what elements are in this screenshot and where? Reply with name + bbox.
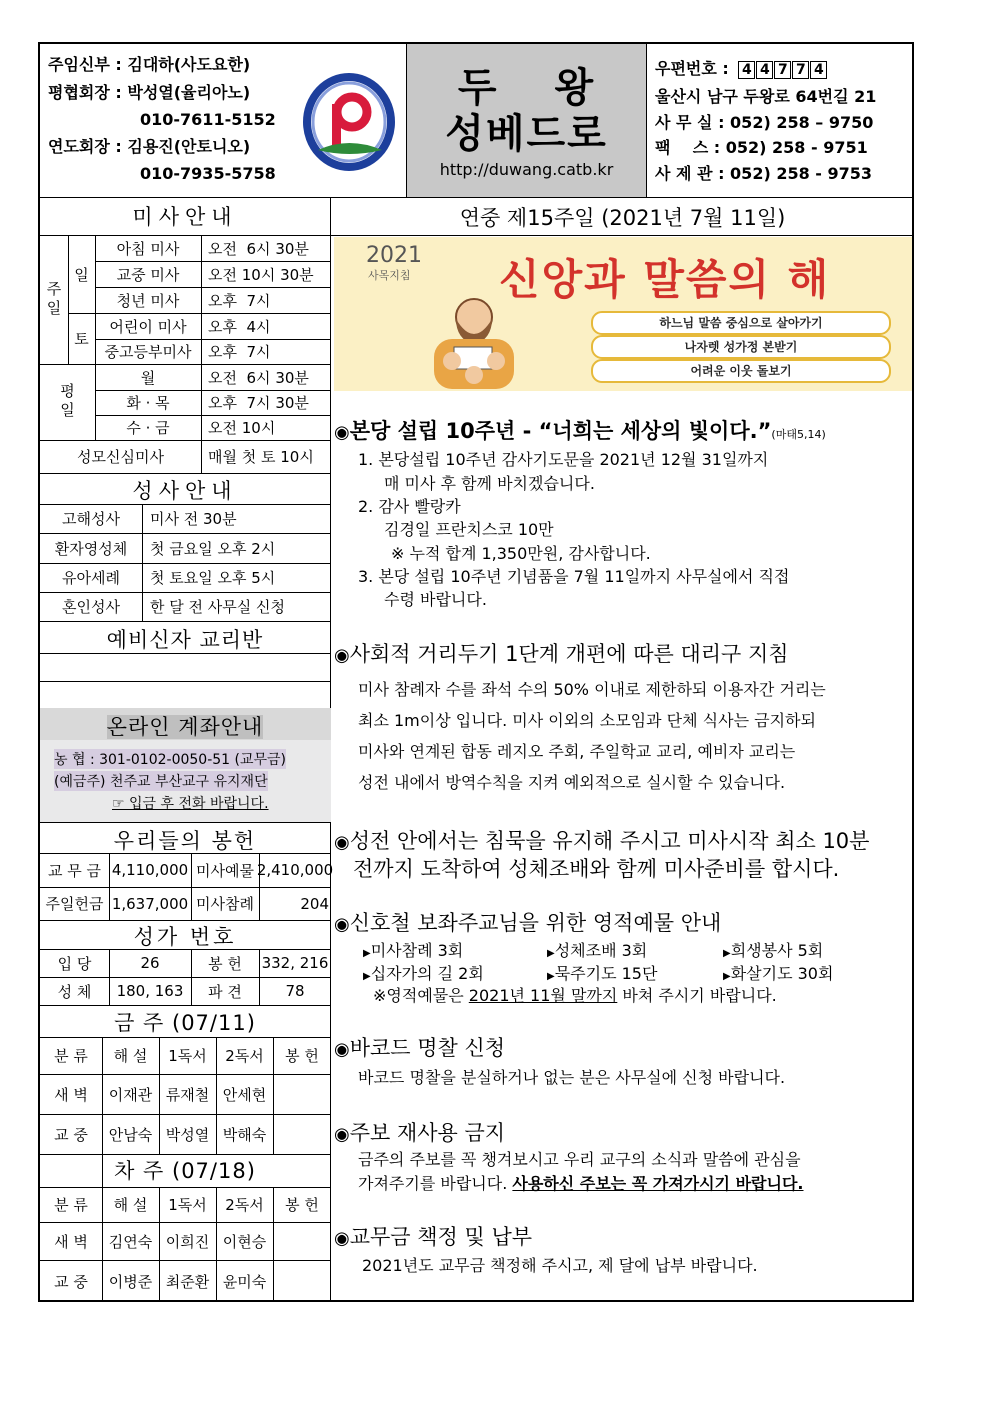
hymn-number: 180, 163 [116, 982, 184, 1000]
bullet-icon: ◉ [334, 832, 350, 853]
sacrament-name: 고해성사 [62, 510, 120, 528]
hymn-number: 332, 216 [261, 954, 329, 972]
mass-time: 오전 6시 30분 [208, 368, 309, 387]
duty-header: 분 류 [54, 1196, 88, 1214]
anniversary-title: 본당 설립 10주년 - “너희는 세상의 빛이다.” [349, 419, 772, 443]
sacrament-name: 환자영성체 [54, 539, 128, 558]
distancing-heading [334, 638, 789, 668]
duty-mass: 교 중 [54, 1125, 88, 1144]
postal-digit: 4 [756, 61, 773, 79]
offering-label: 미사참례 [196, 895, 254, 913]
anniversary-line: 3. 본당 설립 10주년 기념품을 7월 11일까지 사무실에서 직접 [358, 567, 790, 586]
bullet-icon: ◉ [334, 1039, 350, 1060]
parish-logo [298, 66, 400, 176]
account-note: ☞ 입금 후 전화 바랍니다. [112, 796, 269, 812]
duty-person: 이병준 [108, 1272, 153, 1291]
mass-time: 오후 4시 [208, 317, 271, 336]
address: 울산시 남구 두왕로 64번길 21 [655, 87, 877, 106]
yeondo-president: 연도회장 : 김용진(안토니오) [48, 137, 251, 156]
account-number: 농 협 : 301-0102-0050-51 (교무금) [54, 749, 286, 769]
catechumen-title: 예비신자 교리반 [106, 628, 264, 652]
offering-label: 교 무 금 [47, 861, 101, 880]
spiritual-gift-item: ▶미사참례 3회 [363, 941, 464, 960]
banner-pill: 어려운 이웃 돌보기 [591, 359, 891, 383]
bullet-icon: ◉ [334, 1228, 350, 1249]
postal-code [655, 56, 828, 82]
weekday-label: 평일 [58, 383, 76, 421]
bulletin-frame [38, 42, 914, 1302]
distancing-line: 미사 참례자 수를 좌석 수의 50% 이내로 제한하되 이용자간 거리는 [358, 680, 826, 699]
mass-guide-title: 미사안내 [132, 205, 238, 229]
hymn-number: 78 [285, 982, 305, 1000]
duty-person: 안남숙 [108, 1125, 153, 1144]
account-holder: (예금주) 천주교 부산교구 유지재단 [54, 771, 268, 791]
distancing-line: 미사와 연계된 합동 레지오 주회, 주일학교 교리, 예비자 교리는 [358, 742, 796, 761]
yeondo-phone: 010-7935-5758 [140, 164, 276, 183]
duty-mass: 교 중 [54, 1272, 88, 1291]
online-account-title [40, 711, 330, 741]
duty-person: 박성열 [165, 1125, 210, 1144]
hymn-label: 입 당 [57, 954, 92, 973]
sacrament-title: 성사안내 [132, 479, 238, 503]
duty-person: 윤미숙 [222, 1272, 267, 1291]
postal-digits [738, 59, 828, 78]
postal-digit: 7 [792, 61, 809, 79]
parish-url[interactable]: http://duwang.catb.kr [439, 160, 614, 179]
devotion-mass-name: 성모신심미사 [77, 448, 164, 466]
postal-digit: 4 [738, 61, 755, 79]
sacrament-time: 미사 전 30분 [150, 510, 237, 528]
hymn-number: 26 [140, 954, 160, 972]
anniversary-line: 2. 감사 빨랑카 [358, 497, 461, 516]
bullet-icon: ◉ [334, 645, 350, 666]
postal-digit: 7 [774, 61, 791, 79]
anniversary-line: 김경일 프란치스코 10만 [384, 520, 554, 539]
devotion-mass-time: 매월 첫 토 10시 [208, 448, 314, 466]
duty-person: 안세현 [222, 1085, 267, 1104]
parish-title-line1: 두 왕 [457, 65, 596, 111]
duty-header: 2독서 [225, 1047, 264, 1065]
sacrament-time: 첫 금요일 오후 2시 [150, 539, 276, 558]
mass-name: 중고등부미사 [104, 343, 192, 361]
offering-title: 우리들의 봉헌 [113, 829, 257, 853]
hymn-label: 봉 헌 [208, 954, 242, 973]
duty-person: 최준환 [165, 1272, 210, 1291]
barcode-heading [334, 1032, 505, 1062]
spiritual-gift-heading [334, 907, 721, 937]
duty-person: 이재관 [108, 1085, 153, 1104]
hymn-label: 성 체 [57, 982, 92, 1001]
anniversary-line: ※ 누적 합계 1,350만원, 감사합니다. [391, 544, 651, 563]
bulletin-reuse-line: 금주의 주보를 꼭 챙겨보시고 우리 교구의 소식과 말씀에 관심을 [358, 1150, 801, 1169]
duty-person: 박해숙 [222, 1125, 267, 1144]
sacrament-name: 혼인성사 [62, 598, 120, 616]
duty-person: 이현승 [222, 1232, 267, 1251]
mass-time: 오전 6시 30분 [208, 239, 309, 258]
hymn-label: 파 견 [208, 982, 242, 1001]
duty-person: 김연숙 [108, 1232, 153, 1251]
mass-time: 오후 7시 [208, 291, 271, 310]
bulletin-reuse-line: 가져주기를 바랍니다. 사용하신 주보는 꼭 가져가시기 바랍니다. [358, 1174, 804, 1193]
mass-name: 청년 미사 [116, 291, 180, 310]
anniversary-line: 매 미사 후 함께 바치겠습니다. [384, 474, 595, 493]
header-contacts [40, 44, 407, 197]
sat-label: 토 [74, 330, 89, 348]
bullet-icon: ◉ [334, 914, 350, 935]
holy-family-illustration [414, 289, 534, 389]
mass-name: 어린이 미사 [109, 317, 187, 336]
offering-label: 미사예물 [196, 861, 254, 880]
duty-header: 1독서 [168, 1196, 207, 1214]
bulletin-reuse-title: 주보 재사용 금지 [349, 1121, 506, 1145]
postal-digit: 4 [810, 61, 827, 79]
silence-line: 성전 안에서는 침묵을 유지해 주시고 미사시작 최소 10분 [349, 829, 870, 853]
spiritual-gift-item: ▶십자가의 길 2회 [363, 964, 484, 983]
offering-value: 4,110,000 [111, 861, 189, 879]
banner-year: 2021 [366, 243, 422, 268]
silence-line: 전까지 도착하여 성체조배와 함께 미사준비를 합시다. [353, 857, 840, 881]
mass-time: 오후 7시 [208, 343, 271, 361]
offering-value: 1,637,000 [111, 894, 189, 913]
offering-label: 주일헌금 [45, 895, 104, 913]
fax-number: 팩 스 : 052) 258 - 9751 [655, 138, 868, 157]
pastor-name: 주임신부 : 김대하(사도요한) [48, 55, 251, 74]
tithe-line: 2021년도 교무금 책정해 주시고, 제 달에 납부 바랍니다. [362, 1256, 758, 1275]
week-title: 연중 제15주일 (2021년 7월 11일) [459, 206, 786, 230]
sacrament-time: 한 달 전 사무실 신청 [150, 598, 285, 616]
council-phone: 010-7611-5152 [140, 110, 276, 129]
tithe-heading [334, 1221, 532, 1251]
distancing-line: 성전 내에서 방역수칙을 지켜 예외적으로 실시할 수 있습니다. [358, 773, 786, 792]
banner-pill: 나자렛 성가정 본받기 [591, 335, 891, 359]
mass-time: 오전 10시 [208, 419, 276, 437]
duty-mass: 새 벽 [54, 1085, 88, 1104]
duty-header: 1독서 [168, 1047, 207, 1065]
distancing-title: 사회적 거리두기 1단계 개편에 따른 대리구 지침 [349, 642, 789, 666]
duty-header: 해 설 [113, 1047, 148, 1065]
mass-name: 화 · 목 [126, 394, 170, 412]
duty-header: 해 설 [113, 1196, 148, 1214]
distancing-line: 최소 1m이상 입니다. 미사 이외의 소모임과 단체 식사는 금지하되 [358, 711, 816, 730]
duty-header: 2독서 [225, 1196, 264, 1214]
sunday-label: 주일 [44, 280, 63, 319]
parish-title-block [407, 44, 647, 197]
tithe-title: 교무금 책정 및 납부 [349, 1225, 533, 1249]
right-column [331, 197, 914, 1302]
header-address [647, 44, 914, 197]
banner-subtitle: 사목지침 [368, 269, 411, 282]
anniversary-line: 1. 본당설립 10주년 감사기도문을 2021년 12월 31일까지 [358, 450, 769, 469]
duty-header: 봉 헌 [285, 1047, 319, 1065]
hymn-title: 성가 번호 [133, 925, 237, 949]
silence-heading [334, 825, 869, 855]
mass-name: 월 [140, 368, 156, 387]
mass-name: 아침 미사 [116, 239, 180, 258]
spiritual-gift-title: 신호철 보좌주교님을 위한 영적예물 안내 [349, 911, 722, 935]
banner-pill: 하느님 말씀 중심으로 살아가기 [591, 311, 891, 335]
anniversary-line: 수령 바랍니다. [384, 590, 487, 609]
sun-label: 일 [74, 265, 89, 284]
barcode-title: 바코드 명찰 신청 [349, 1036, 506, 1060]
bullet-icon: ◉ [334, 1124, 350, 1145]
spiritual-gift-item: ▶화살기도 30회 [723, 964, 834, 983]
barcode-line: 바코드 명찰을 분실하거나 없는 분은 사무실에 신청 바랍니다. [358, 1068, 786, 1087]
offering-value: 2,410,000 [256, 861, 334, 879]
sacrament-time: 첫 토요일 오후 5시 [150, 569, 276, 587]
bulletin-reuse-heading [334, 1117, 505, 1147]
mass-time: 오전 10시 30분 [208, 265, 314, 284]
duty-header: 분 류 [54, 1047, 88, 1065]
left-column [40, 197, 334, 1302]
rectory-phone: 사 제 관 : 052) 258 - 9753 [655, 164, 873, 183]
sacrament-name: 유아세례 [62, 569, 120, 587]
banner-slogan: 신앙과 말씀의 해 [499, 255, 831, 304]
council-president: 평협회장 : 박성열(율리아노) [48, 83, 251, 102]
next-week-title: 차 주 (07/18) [114, 1159, 256, 1183]
office-phone: 사 무 실 : 052) 258 – 9750 [655, 113, 874, 132]
spiritual-gift-item: ▶성체조배 3회 [547, 941, 648, 960]
mass-name: 수 · 금 [126, 419, 170, 437]
spiritual-gift-note: ※영적예물은 2021년 11월 말까지 바쳐 주시기 바랍니다. [373, 986, 777, 1005]
spiritual-gift-item: ▶묵주기도 15단 [547, 964, 658, 983]
mass-time: 오후 7시 30분 [208, 394, 309, 412]
offering-value: 204 [300, 894, 329, 913]
duty-person: 이희진 [165, 1232, 210, 1251]
mass-name: 교중 미사 [116, 265, 180, 284]
pastoral-banner [334, 237, 912, 391]
spiritual-gift-item: ▶희생봉사 5회 [723, 941, 824, 960]
this-week-title: 금 주 (07/11) [114, 1011, 256, 1035]
duty-header: 봉 헌 [285, 1196, 319, 1214]
anniversary-heading [334, 415, 826, 445]
parish-title-line2: 성베드로 [445, 111, 608, 157]
duty-person: 류재철 [165, 1085, 210, 1104]
postal-label: 우편번호 : [655, 59, 729, 78]
online-account-title-text: 온라인 계좌안내 [106, 715, 264, 739]
bullet-icon: ◉ [334, 422, 350, 443]
anniversary-ref: (마태5,14) [771, 428, 826, 441]
duty-mass: 새 벽 [54, 1232, 88, 1251]
